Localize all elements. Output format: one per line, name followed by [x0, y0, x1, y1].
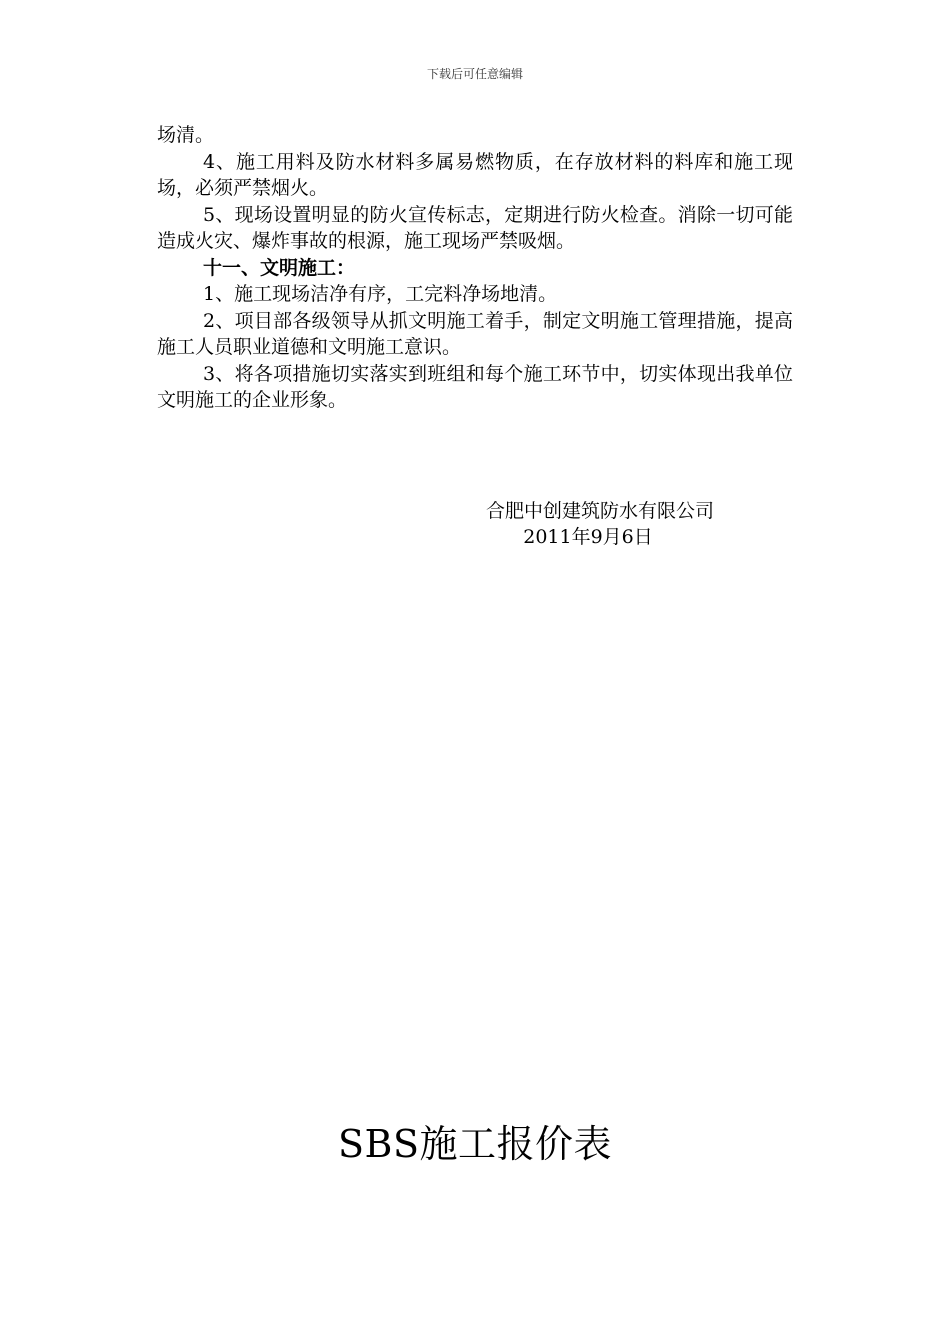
- signature-date: 2011年9月6日: [523, 526, 653, 548]
- paragraph-item-3: 3、将各项措施切实落实到班组和每个施工环节中，切实体现出我单位文明施工的企业形象。: [157, 362, 793, 411]
- signature-block: [445, 498, 755, 550]
- next-section-title: SBS施工报价表: [338, 1122, 612, 1166]
- section-heading-civilized-construction: 十一、文明施工：: [203, 256, 356, 279]
- paragraph-continuation: 场清。: [157, 124, 215, 146]
- paragraph-item-4: 4、施工用料及防水材料多属易燃物质，在存放材料的料库和施工现场，必须严禁烟火。: [157, 150, 793, 199]
- page-header-note: 下载后可任意编辑: [426, 67, 523, 81]
- signature-company: 合肥中创建筑防水有限公司: [485, 500, 714, 522]
- paragraph-item-5: 5、现场设置明显的防火宣传标志，定期进行防火检查。消除一切可能造成火灾、爆炸事故的根源，施工现场严禁吸烟。: [157, 203, 793, 252]
- paragraph-item-2: 2、项目部各级领导从抓文明施工着手，制定文明施工管理措施，提高施工人员职业道德和文明施工意识。: [157, 309, 793, 358]
- paragraph-item-1: 1、施工现场洁净有序，工完料净场地清。: [203, 283, 558, 305]
- document-body: [157, 122, 793, 414]
